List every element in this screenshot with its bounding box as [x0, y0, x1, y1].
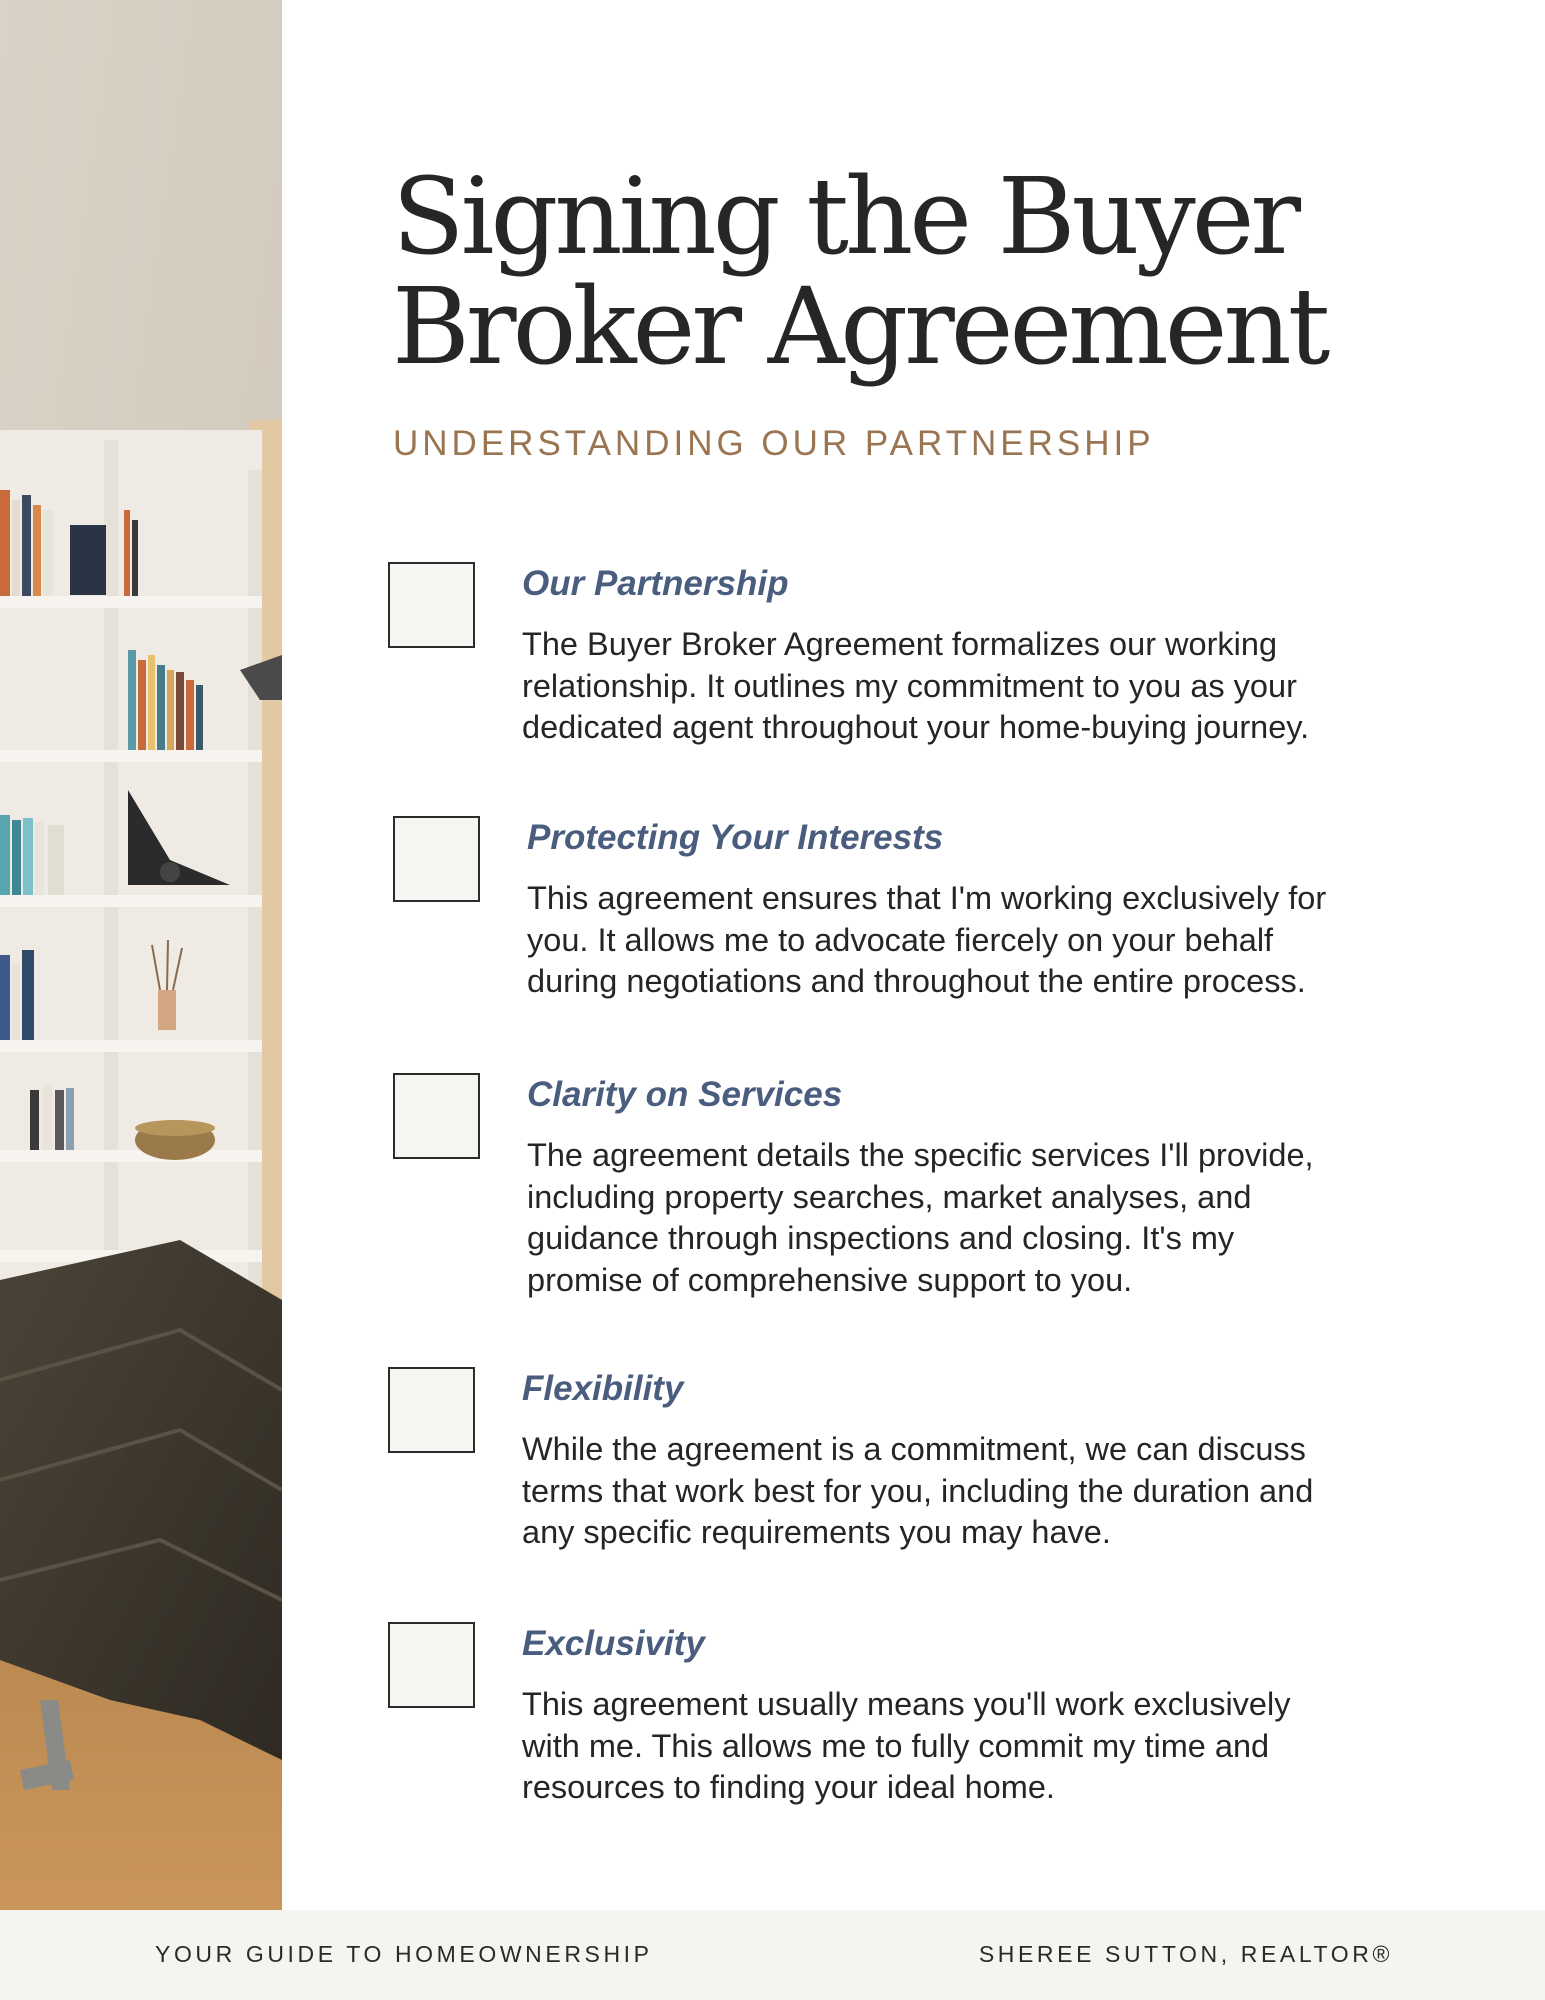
item-description [522, 1429, 1532, 1554]
item-description [527, 878, 1537, 1003]
checkbox[interactable] [388, 1367, 475, 1453]
footer-agent-name: SHEREE SUTTON, REALTOR® [978, 1941, 1393, 1967]
item-description-line: during negotiations and throughout the entire process. [527, 963, 1306, 999]
item-description-line: While the agreement is a commitment, we can discuss [522, 1431, 1306, 1467]
checkbox[interactable] [393, 1073, 480, 1159]
footer-tagline: YOUR GUIDE TO HOMEOWNERSHIP [155, 1941, 653, 1967]
page-subtitle: UNDERSTANDING OUR PARTNERSHIP [393, 424, 1155, 463]
item-description-line: relationship. It outlines my commitment to you as your [522, 667, 1297, 704]
item-heading: Protecting Your Interests [527, 818, 944, 857]
page-title [392, 155, 1492, 388]
item-description-line: dedicated agent throughout your home-buying journey. [522, 709, 1310, 745]
item-heading: Flexibility [522, 1369, 684, 1408]
item-description-line: terms that work best for you, including the duration and [522, 1472, 1314, 1509]
item-description [522, 1684, 1532, 1809]
checkbox[interactable] [388, 562, 475, 648]
checkbox[interactable] [393, 816, 480, 902]
item-description-line: guidance through inspections and closing. It's my [527, 1220, 1235, 1256]
item-description [522, 624, 1532, 749]
checkbox[interactable] [388, 1622, 475, 1708]
item-heading: Clarity on Services [527, 1075, 843, 1114]
item-description-line: The Buyer Broker Agreement formalizes our working [522, 626, 1278, 662]
item-description-line: any specific requirements you may have. [522, 1514, 1111, 1550]
interior-photo [0, 0, 282, 1910]
item-description-line: you. It allows me to advocate fiercely on your behalf [527, 921, 1274, 958]
item-description-line: including property searches, market analyses, and [527, 1178, 1252, 1215]
footer [0, 1910, 1545, 2000]
item-description-line: The agreement details the specific services I'll provide, [527, 1137, 1314, 1173]
item-description-line: resources to finding your ideal home. [522, 1769, 1055, 1805]
item-description-line: promise of comprehensive support to you. [527, 1261, 1133, 1298]
item-description-line: with me. This allows me to fully commit my time and [522, 1727, 1270, 1764]
item-description [527, 1135, 1537, 1301]
page-title-line-1: Signing the Buyer [392, 155, 1298, 278]
item-description-line: This agreement usually means you'll work exclusively [522, 1686, 1291, 1722]
item-heading: Exclusivity [522, 1624, 705, 1663]
page-title-line-2: Broker Agreement [392, 265, 1327, 388]
item-description-line: This agreement ensures that I'm working exclusively for [527, 880, 1327, 916]
item-heading: Our Partnership [522, 564, 789, 603]
